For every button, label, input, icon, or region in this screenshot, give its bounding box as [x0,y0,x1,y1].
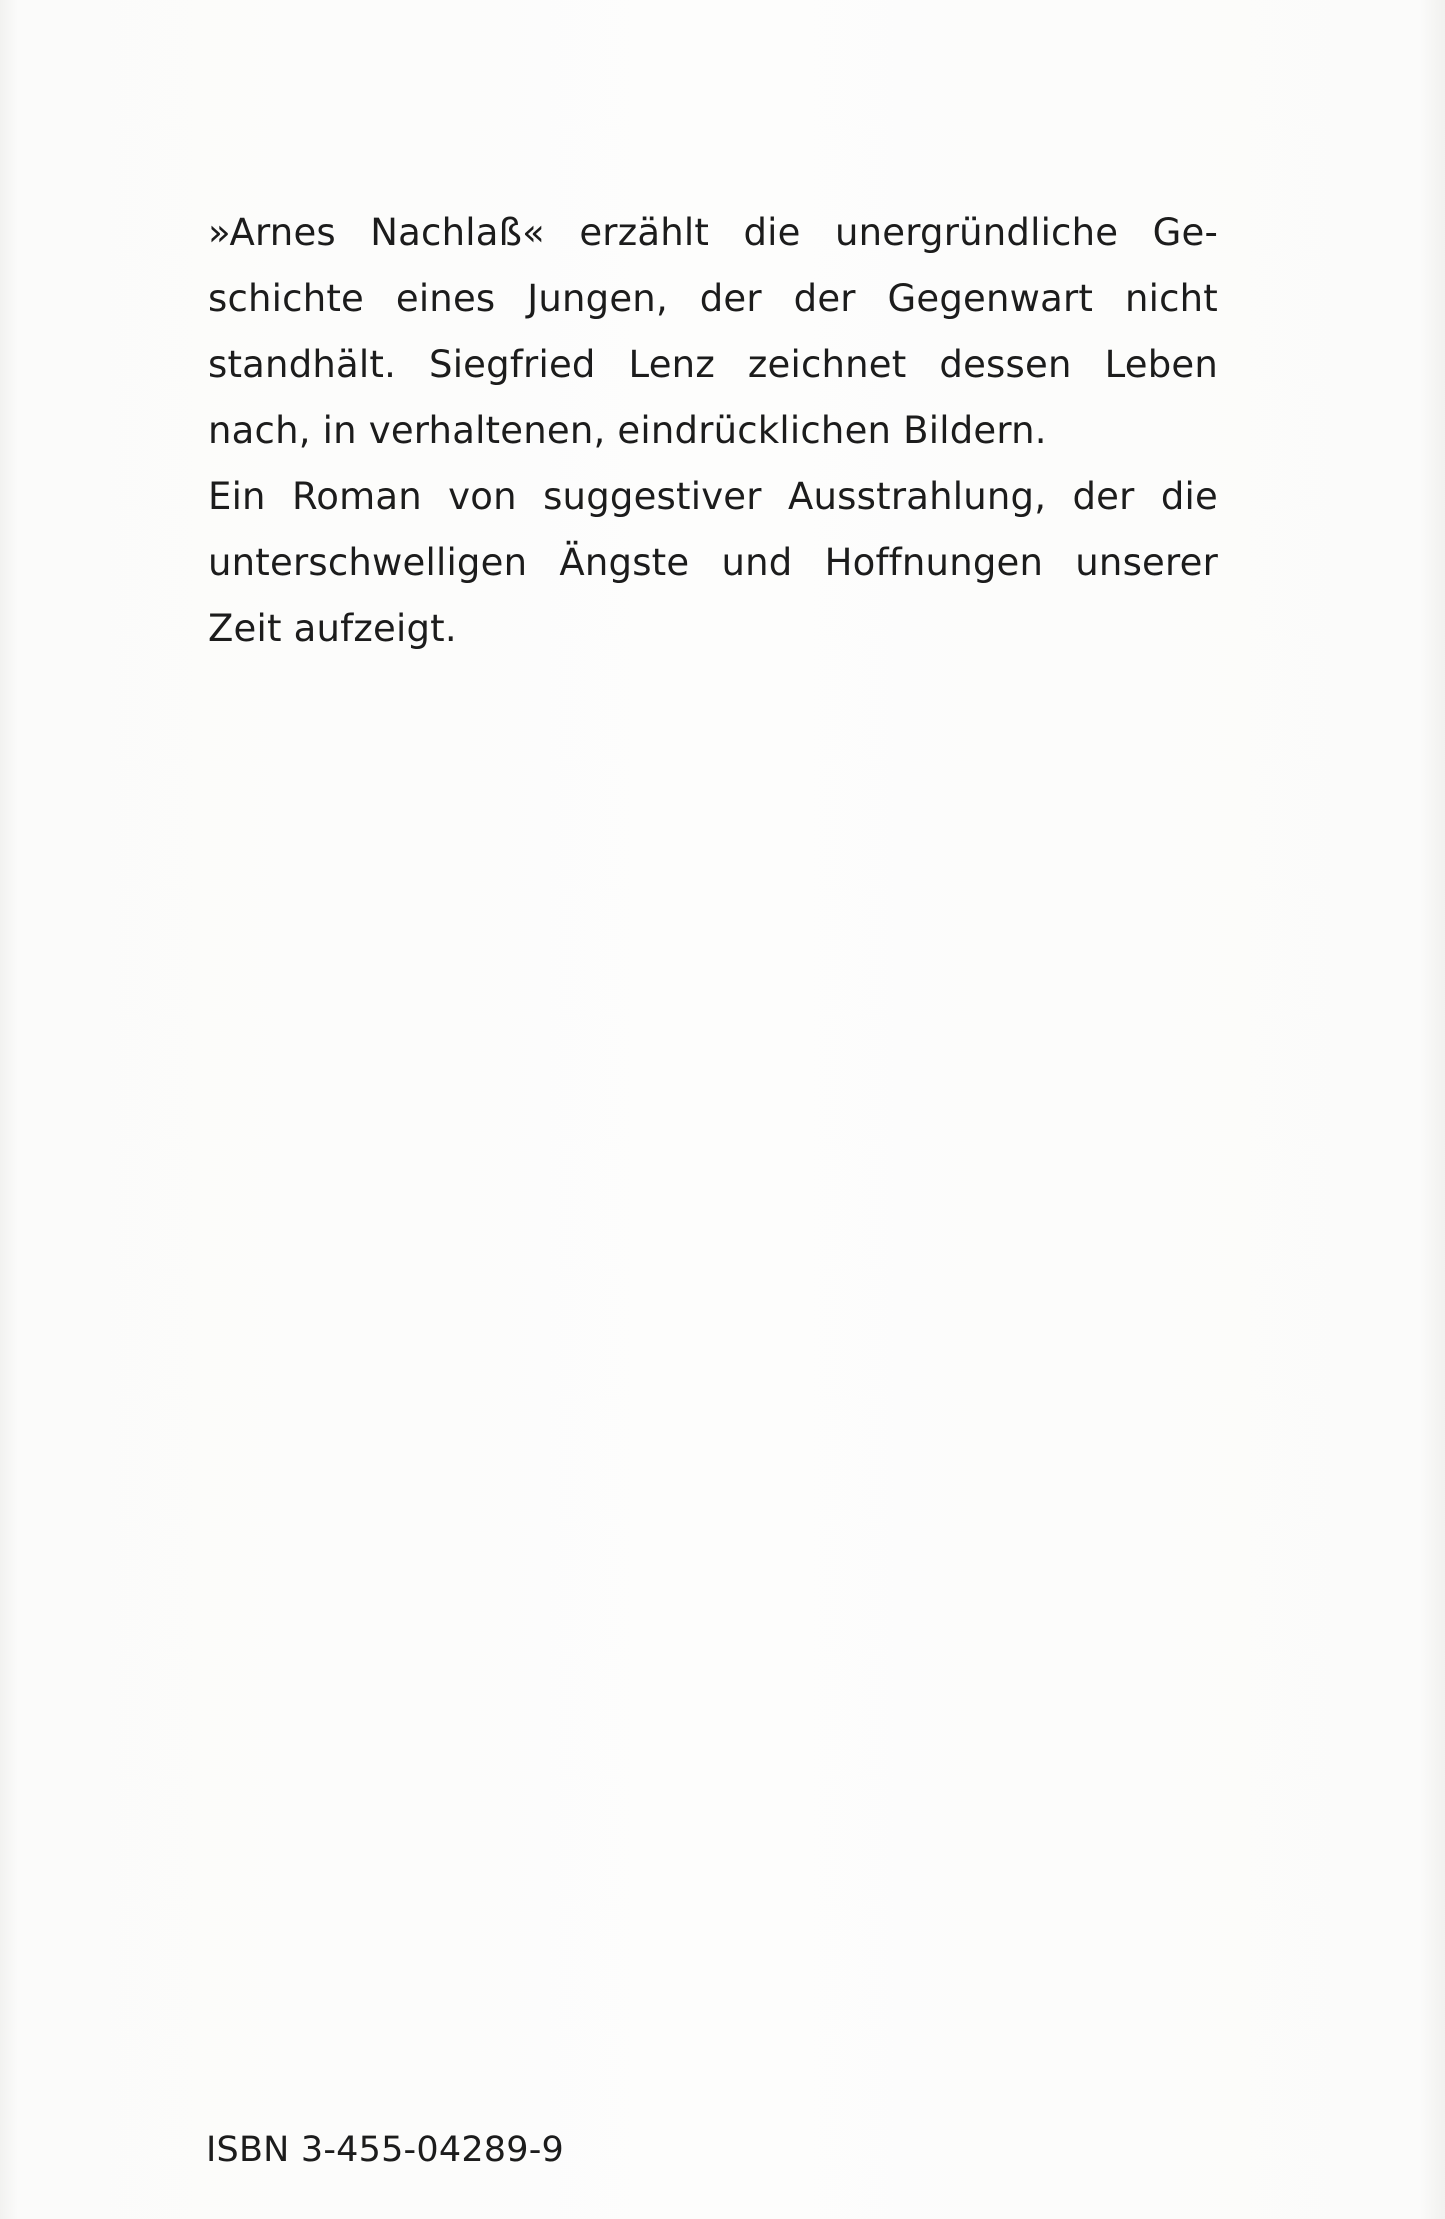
blurb-line: nach, in verhaltenen, eindrücklichen Bildern. [208,409,1047,452]
blurb-text [208,200,1218,662]
blurb-line: Zeit aufzeigt. [208,607,457,650]
blurb-line: unterschwelligen Ängste und Hoffnungen unserer [208,541,1218,584]
blurb-line: schichte eines Jungen, der der Gegenwart nicht [208,277,1218,320]
blurb-line: »Arnes Nachlaß« erzählt die unergründliche Ge- [208,211,1218,254]
blurb-line: Ein Roman von suggestiver Ausstrahlung, der die [208,475,1218,518]
blurb-line: standhält. Siegfried Lenz zeichnet dessen Leben [208,343,1218,386]
isbn-number: ISBN 3-455-04289-9 [206,2130,565,2170]
